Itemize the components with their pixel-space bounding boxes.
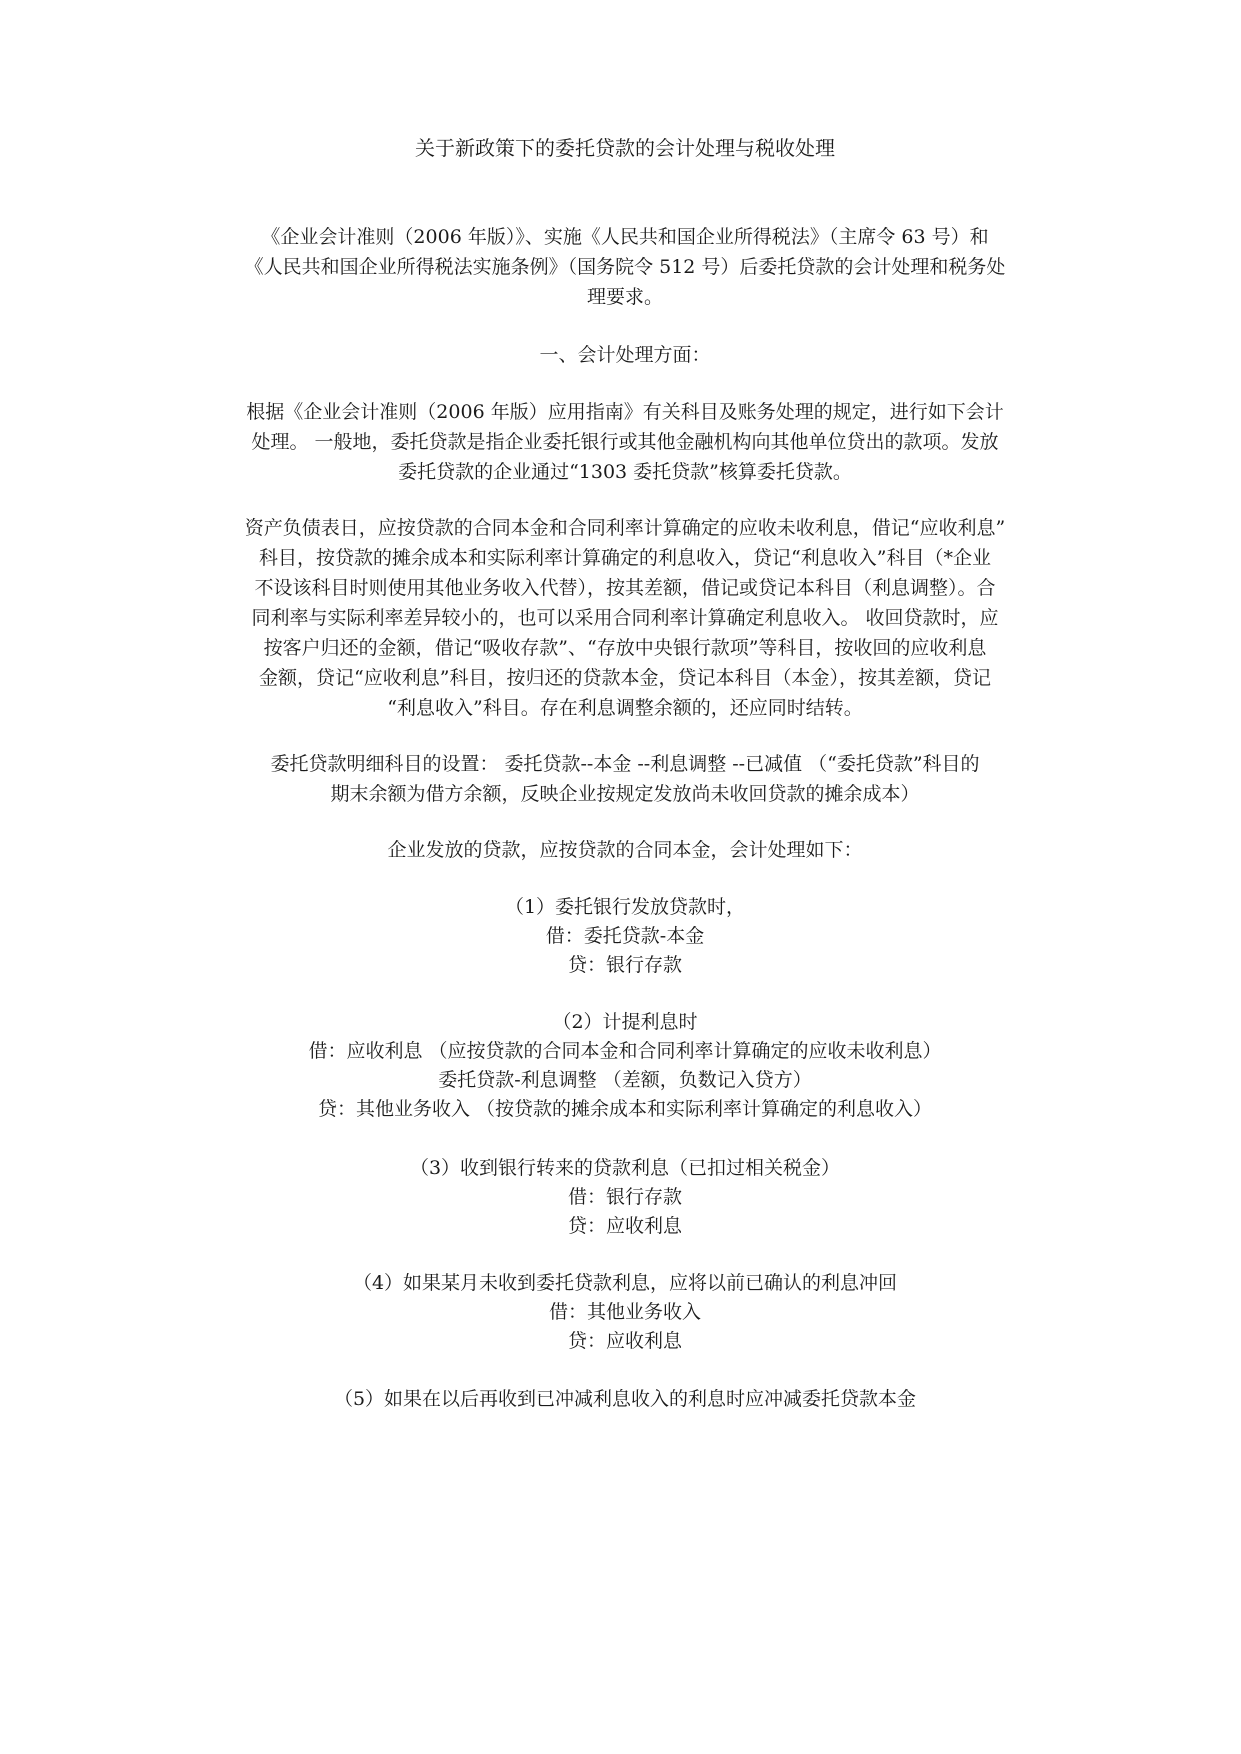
entry-line: 贷：应收利息 <box>567 1330 682 1352</box>
entry-heading: （1）委托银行发放贷款时， <box>504 896 746 918</box>
entry-heading: （5）如果在以后再收到已冲减利息收入的利息时应冲减委托贷款本金 <box>333 1388 917 1410</box>
paragraph-line: 委托贷款明细科目的设置： 委托贷款--本金 --利息调整 --已减值 （“委托贷款”科目的 <box>270 753 980 775</box>
entry-heading: （3）收到银行转来的贷款利息（已扣过相关税金） <box>409 1157 841 1179</box>
paragraph-line: 不设该科目时则使用其他业务收入代替），按其差额，借记或贷记本科目（利息调整）。合 <box>254 577 996 599</box>
entry-line: 借：委托贷款-本金 <box>545 925 705 947</box>
paragraph-line: 根据《企业会计准则（2006 年版）应用指南》有关科目及账务处理的规定，进行如下会计 <box>246 401 1004 423</box>
paragraph-line: 企业发放的贷款，应按贷款的合同本金，会计处理如下： <box>387 839 863 861</box>
entry-line: 借：银行存款 <box>567 1186 682 1208</box>
paragraph-line: 同利率与实际利率差异较小的，也可以采用合同利率计算确定利息收入。 收回贷款时，应 <box>251 607 999 629</box>
entry-line: 借：应收利息 （应按贷款的合同本金和合同利率计算确定的应收未收利息） <box>308 1040 942 1062</box>
entry-line: 借：其他业务收入 <box>548 1301 701 1323</box>
document-title: 关于新政策下的委托贷款的会计处理与税收处理 <box>415 136 835 160</box>
entry-line: 贷：其他业务收入 （按贷款的摊余成本和实际利率计算确定的利息收入） <box>317 1098 933 1120</box>
entry-line: 贷：应收利息 <box>567 1215 682 1237</box>
paragraph-line: 金额，贷记“应收利息”科目，按归还的贷款本金，贷记本科目（本金），按其差额，贷记 <box>259 667 991 689</box>
intro-line: 《人民共和国企业所得税法实施条例》（国务院令 512 号）后委托贷款的会计处理和税务处 <box>244 256 1006 278</box>
entry-heading: （4）如果某月未收到委托贷款利息，应将以前已确认的利息冲回 <box>352 1272 898 1294</box>
paragraph-line: 处理。 一般地，委托贷款是指企业委托银行或其他金融机构向其他单位贷出的款项。发放 <box>251 431 999 453</box>
paragraph-line: 资产负债表日，应按贷款的合同本金和合同利率计算确定的应收未收利息，借记“应收利息” <box>244 517 1006 539</box>
paragraph-line: “利息收入”科目。存在利息调整余额的，还应同时结转。 <box>387 697 863 719</box>
intro-line: 《企业会计准则（2006 年版）》、实施《人民共和国企业所得税法》（主席令 63 号）和 <box>261 226 989 248</box>
entry-heading: （2）计提利息时 <box>552 1011 698 1033</box>
paragraph-line: 委托贷款的企业通过“1303 委托贷款”核算委托贷款。 <box>398 461 852 483</box>
section-heading: 一、会计处理方面： <box>539 344 711 366</box>
paragraph-line: 科目，按贷款的摊余成本和实际利率计算确定的利息收入，贷记“利息收入”科目（*企业 <box>259 547 991 569</box>
paragraph-line: 期末余额为借方余额，反映企业按规定发放尚未收回贷款的摊余成本） <box>330 783 920 805</box>
entry-line: 委托贷款-利息调整 （差额，负数记入贷方） <box>438 1069 812 1091</box>
paragraph-line: 按客户归还的金额，借记“吸收存款”、“存放中央银行款项”等科目，按收回的应收利息 <box>263 637 987 659</box>
intro-line: 理要求。 <box>586 286 663 308</box>
entry-line: 贷：银行存款 <box>567 954 682 976</box>
